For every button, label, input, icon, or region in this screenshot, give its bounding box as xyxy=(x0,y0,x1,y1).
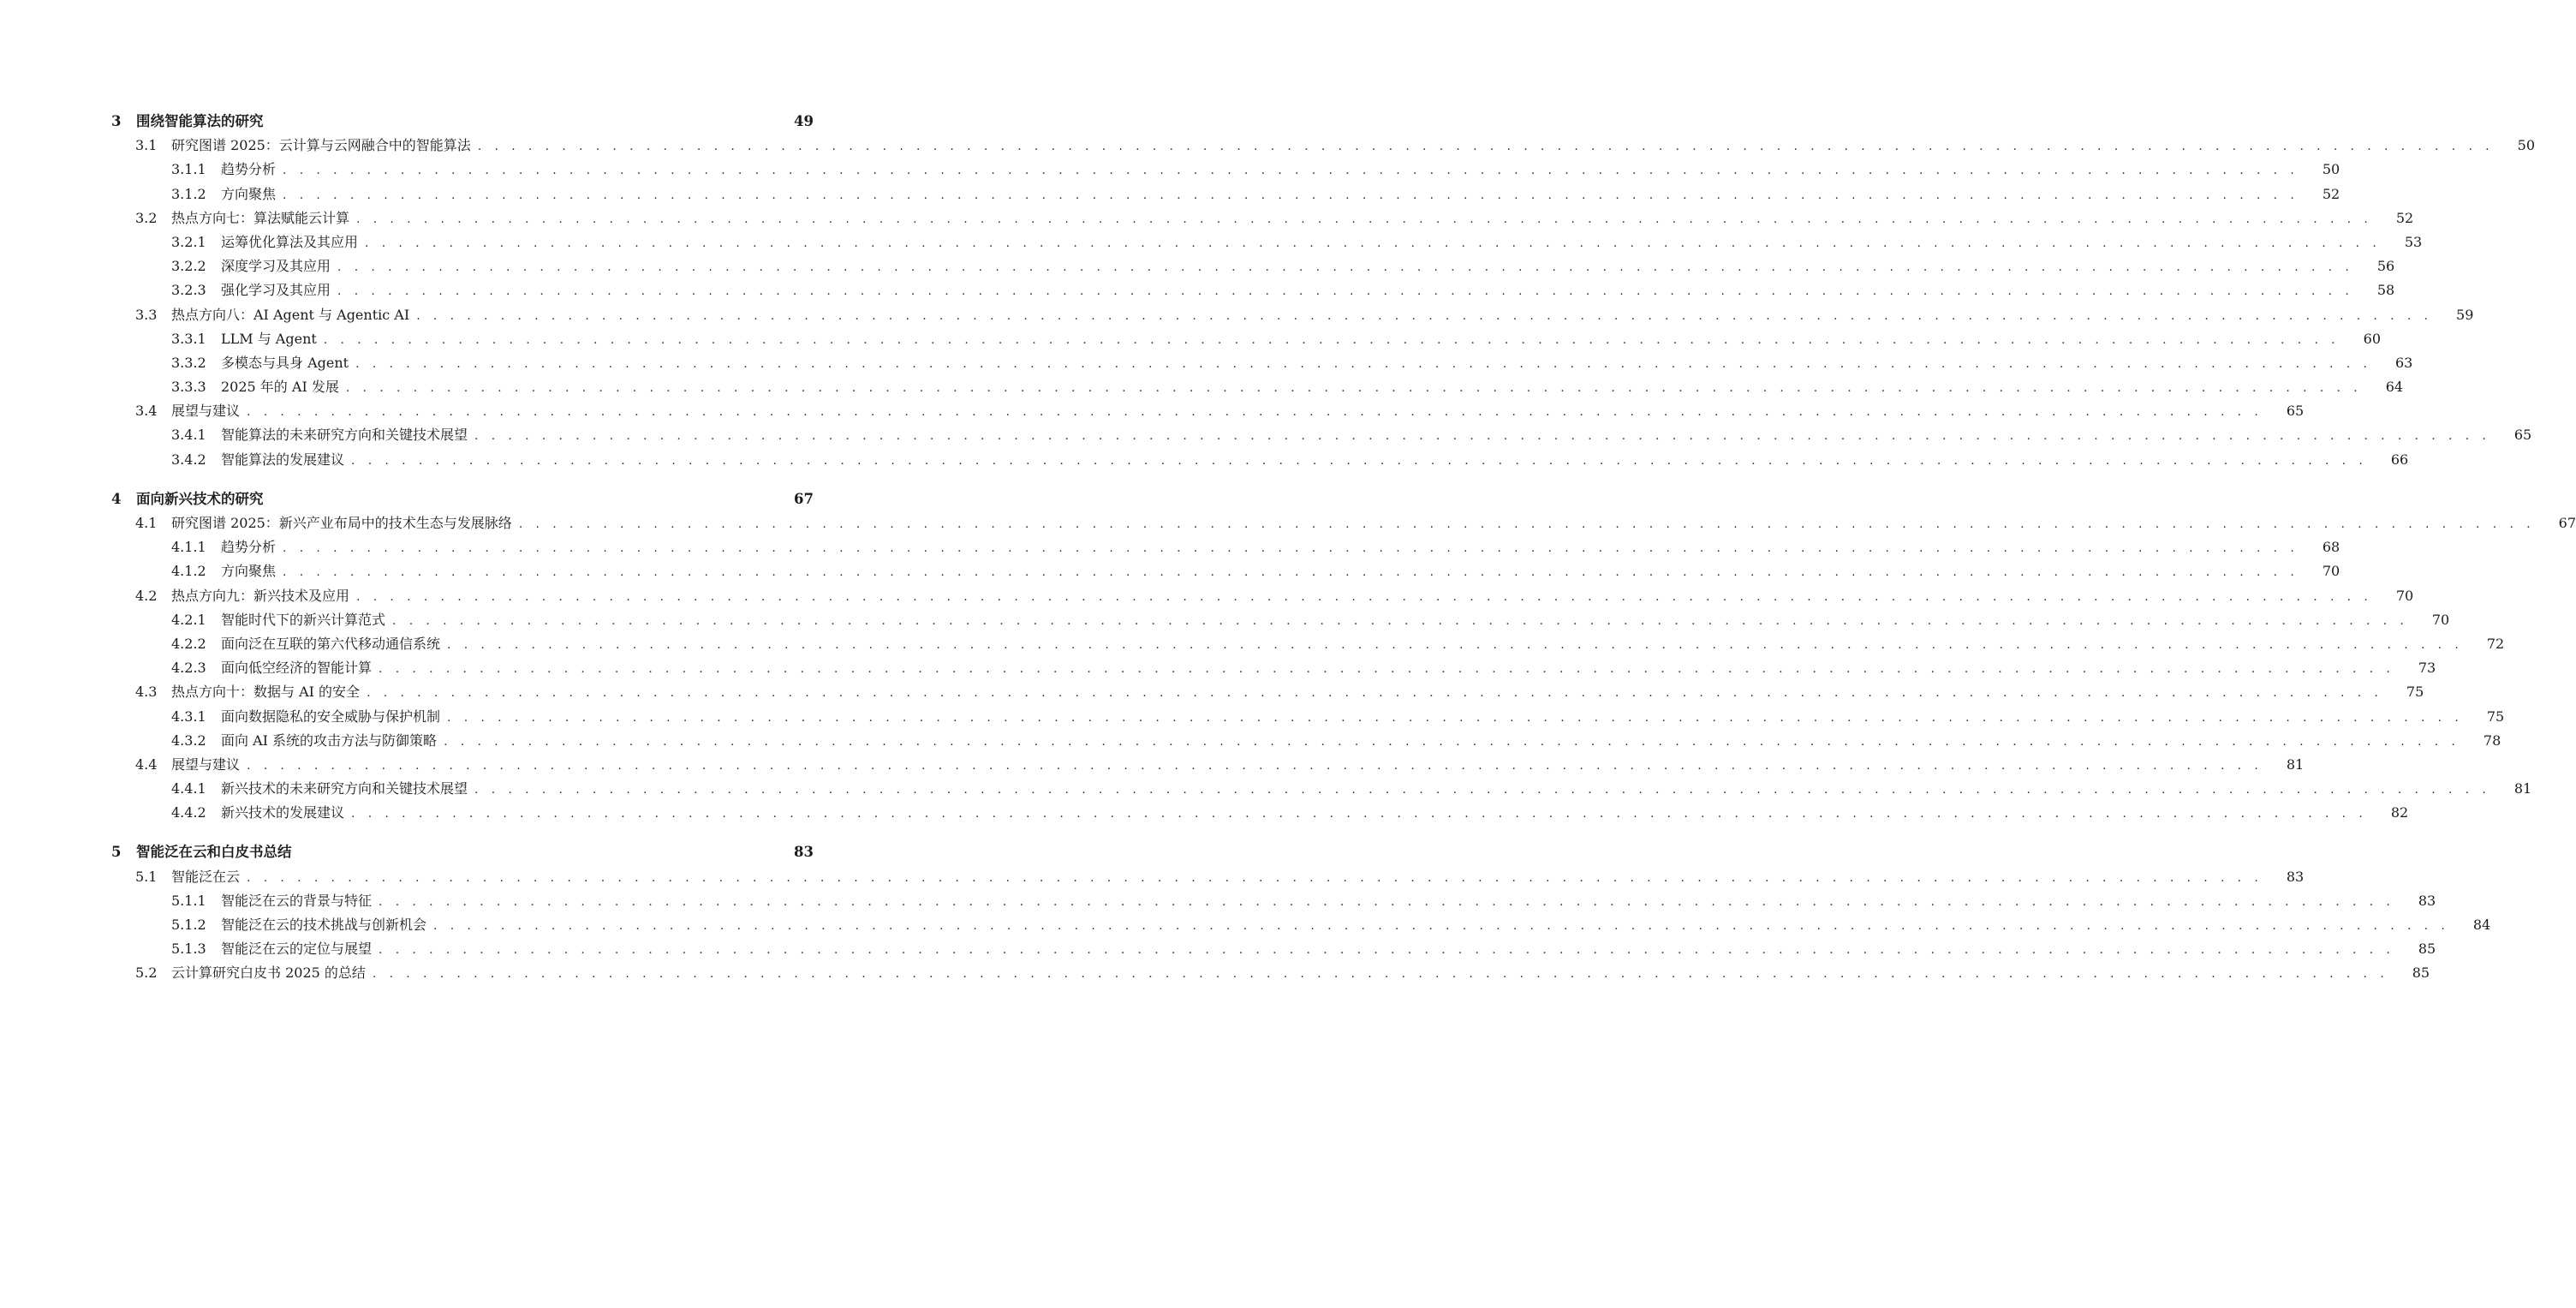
toc-subsection-entry[interactable] xyxy=(111,375,2404,399)
toc-subsection-entry[interactable] xyxy=(111,656,2436,680)
dot-leader: . . . . . . . . . . . . . . . . . . . . . . . . . . . . . . . . . . . . . . . . . . . . . . . . . . . . . . . . . . . . . . . . . . . . . . . . . . . . . . . . . . . . . . . . . . . . . . . . . . . . . . . . . . . . . . . . . . . . . . . . xyxy=(337,284,2354,299)
toc-subsection-entry[interactable] xyxy=(111,729,2501,753)
sec-number: 3.4 xyxy=(135,403,158,420)
sec-page-number: 52 xyxy=(2395,209,2414,226)
sub-page-number: 70 xyxy=(2322,563,2340,580)
dot-leader: . . . . . . . . . . . . . . . . . . . . . . . . . . . . . . . . . . . . . . . . . . . . . . . . . . . . . . . . . . . . . . . . . . . . . . . . . . . . . . . . . . . . . . . . . . . . . . . . . . . . . . . . . . . . . . . . . . . . . . . . xyxy=(351,453,2368,468)
toc-section-entry[interactable] xyxy=(111,511,2576,535)
chap-number: 3 xyxy=(111,113,122,129)
dot-leader: . . . . . . . . . . . . . . . . . . . . . . . . . . . . . . . . . . . . . . . . . . . . . . . . . . . . . . . . . . . . . . . . . . . . . . . . . . . . . . . . . . . . . . . . . . . . . . . . . . . . . . . . . . . . . . . . . . . . . . . . xyxy=(283,188,2299,202)
toc-subsection-entry[interactable] xyxy=(111,913,2491,937)
sub-page-number: 58 xyxy=(2376,282,2395,299)
sec-title: 展望与建议 xyxy=(171,399,247,423)
sec-number: 5.2 xyxy=(135,965,158,982)
sub-title: 方向聚焦 xyxy=(221,182,283,206)
sub-title: 智能泛在云的背景与特征 xyxy=(221,889,379,913)
dot-leader: . . . . . . . . . . . . . . . . . . . . . . . . . . . . . . . . . . . . . . . . . . . . . . . . . . . . . . . . . . . . . . . . . . . . . . . . . . . . . . . . . . . . . . . . . . . . . . . . . . . . . . . . . . . . . . . . . . . . . . . . xyxy=(283,541,2299,556)
sub-number: 4.1.1 xyxy=(171,539,206,556)
dot-leader: . . . . . . . . . . . . . . . . . . . . . . . . . . . . . . . . . . . . . . . . . . . . . . . . . . . . . . . . . . . . . . . . . . . . . . . . . . . . . . . . . . . . . . . . . . . . . . . . . . . . . . . . . . . . . . . . . . . . . . . . xyxy=(447,637,2464,652)
toc-subsection-entry[interactable] xyxy=(111,158,2340,182)
chap-number: 4 xyxy=(111,490,122,507)
dot-leader: . . . . . . . . . . . . . . . . . . . . . . . . . . . . . . . . . . . . . . . . . . . . . . . . . . . . . . . . . . . . . . . . . . . . . . . . . . . . . . . . . . . . . . . . . . . . . . . . . . . . . . . . . . . . . . . . . . . . . . . . xyxy=(351,807,2368,821)
sub-number: 3.2.1 xyxy=(171,233,206,250)
sec-title: 热点方向九：新兴技术及应用 xyxy=(171,584,356,608)
dot-leader: . . . . . . . . . . . . . . . . . . . . . . . . . . . . . . . . . . . . . . . . . . . . . . . . . . . . . . . . . . . . . . . . . . . . . . . . . . . . . . . . . . . . . . . . . . . . . . . . . . . . . . . . . . . . . . . . . . . . . . . . xyxy=(379,662,2395,677)
sub-page-number: 53 xyxy=(2404,233,2423,250)
sub-title: 智能泛在云的定位与展望 xyxy=(221,937,379,961)
sub-page-number: 72 xyxy=(2486,635,2505,652)
table-of-contents xyxy=(111,110,2576,1001)
sub-title: 趋势分析 xyxy=(221,158,283,182)
sub-number: 5.1.2 xyxy=(171,917,206,933)
sub-number: 4.4.2 xyxy=(171,804,206,821)
chap-title: 面向新兴技术的研究 xyxy=(136,487,271,511)
sub-page-number: 64 xyxy=(2385,379,2404,396)
sub-number: 3.3.2 xyxy=(171,354,206,371)
sub-number: 4.4.1 xyxy=(171,780,206,797)
sec-page-number: 65 xyxy=(2286,403,2305,420)
sub-page-number: 65 xyxy=(2513,427,2532,444)
sub-title: 强化学习及其应用 xyxy=(221,278,337,302)
sub-page-number: 60 xyxy=(2363,330,2382,347)
sub-title: 新兴技术的发展建议 xyxy=(221,801,351,825)
dot-leader: . . . . . . . . . . . . . . . . . . . . . . . . . . . . . . . . . . . . . . . . . . . . . . . . . . . . . . . . . . . . . . . . . . . . . . . . . . . . . . . . . . . . . . . . . . . . . . . . . . . . . . . . . . . . . . . . . . . . . . . . xyxy=(379,894,2395,909)
sub-title: 方向聚焦 xyxy=(221,559,283,583)
sec-number: 4.1 xyxy=(135,515,158,531)
toc-subsection-entry[interactable] xyxy=(111,423,2532,447)
sub-page-number: 68 xyxy=(2322,539,2340,556)
dot-leader: . . . . . . . . . . . . . . . . . . . . . . . . . . . . . . . . . . . . . . . . . . . . . . . . . . . . . . . . . . . . . . . . . . . . . . . . . . . . . . . . . . . . . . . . . . . . . . . . . . . . . . . . . . . . . . . . . . . . . . . . xyxy=(444,734,2460,749)
dot-leader: . . . . . . . . . . . . . . . . . . . . . . . . . . . . . . . . . . . . . . . . . . . . . . . . . . . . . . . . . . . . . . . . . . . . . . . . . . . . . . . . . . . . . . . . . . . . . . . . . . . . . . . . . . . . . . . . . . . . . . . . xyxy=(392,613,2409,628)
sub-page-number: 63 xyxy=(2394,354,2413,371)
sub-title: 新兴技术的未来研究方向和关键技术展望 xyxy=(221,777,474,801)
sec-title: 热点方向八：AI Agent 与 Agentic AI xyxy=(171,303,416,327)
chap-page-number: 67 xyxy=(794,490,814,507)
dot-leader: . . . . . . . . . . . . . . . . . . . . . . . . . . . . . . . . . . . . . . . . . . . . . . . . . . . . . . . . . . . . . . . . . . . . . . . . . . . . . . . . . . . . . . . . . . . . . . . . . . . . . . . . . . . . . . . . . . . . . . . . xyxy=(518,517,2536,531)
chap-page-number: 49 xyxy=(794,113,814,129)
sub-number: 3.4.2 xyxy=(171,451,206,468)
dot-leader: . . . . . . . . . . . . . . . . . . . . . . . . . . . . . . . . . . . . . . . . . . . . . . . . . . . . . . . . . . . . . . . . . . . . . . . . . . . . . . . . . . . . . . . . . . . . . . . . . . . . . . . . . . . . . . . . . . . . . . . . xyxy=(356,212,2373,226)
chap-number: 5 xyxy=(111,844,122,861)
dot-leader: . . . . . . . . . . . . . . . . . . . . . . . . . . . . . . . . . . . . . . . . . . . . . . . . . . . . . . . . . . . . . . . . . . . . . . . . . . . . . . . . . . . . . . . . . . . . . . . . . . . . . . . . . . . . . . . . . . . . . . . . xyxy=(433,919,2450,933)
sub-number: 5.1.3 xyxy=(171,941,206,958)
sub-title: 多模态与具身 Agent xyxy=(221,351,355,375)
sub-number: 3.3.3 xyxy=(171,379,206,396)
sec-title: 研究图谱 2025：云计算与云网融合中的智能算法 xyxy=(171,134,478,158)
sub-number: 4.1.2 xyxy=(171,563,206,580)
dot-leader: . . . . . . . . . . . . . . . . . . . . . . . . . . . . . . . . . . . . . . . . . . . . . . . . . . . . . . . . . . . . . . . . . . . . . . . . . . . . . . . . . . . . . . . . . . . . . . . . . . . . . . . . . . . . . . . . . . . . . . . . xyxy=(474,783,2491,797)
sec-page-number: 67 xyxy=(2558,515,2576,531)
sec-title: 研究图谱 2025：新兴产业布局中的技术生态与发展脉络 xyxy=(171,511,519,535)
sub-title: 深度学习及其应用 xyxy=(221,254,337,278)
dot-leader: . . . . . . . . . . . . . . . . . . . . . . . . . . . . . . . . . . . . . . . . . . . . . . . . . . . . . . . . . . . . . . . . . . . . . . . . . . . . . . . . . . . . . . . . . . . . . . . . . . . . . . . . . . . . . . . . . . . . . . . . xyxy=(379,943,2395,958)
sec-number: 5.1 xyxy=(135,868,158,885)
sub-page-number: 70 xyxy=(2431,611,2450,628)
toc-subsection-entry[interactable] xyxy=(111,254,2395,278)
toc-subsection-entry[interactable] xyxy=(111,559,2340,583)
dot-leader: . . . . . . . . . . . . . . . . . . . . . . . . . . . . . . . . . . . . . . . . . . . . . . . . . . . . . . . . . . . . . . . . . . . . . . . . . . . . . . . . . . . . . . . . . . . . . . . . . . . . . . . . . . . . . . . . . . . . . . . . xyxy=(474,429,2491,444)
sub-page-number: 75 xyxy=(2486,708,2505,725)
sub-title: 2025 年的 AI 发展 xyxy=(221,375,346,399)
sec-number: 3.2 xyxy=(135,209,158,226)
sub-number: 3.2.2 xyxy=(171,258,206,275)
sec-title: 热点方向十：数据与 AI 的安全 xyxy=(171,680,367,704)
toc-subsection-entry[interactable] xyxy=(111,535,2340,559)
toc-chapter-entry[interactable] xyxy=(111,110,814,134)
dot-leader: . . . . . . . . . . . . . . . . . . . . . . . . . . . . . . . . . . . . . . . . . . . . . . . . . . . . . . . . . . . . . . . . . . . . . . . . . . . . . . . . . . . . . . . . . . . . . . . . . . . . . . . . . . . . . . . . . . . . . . . . xyxy=(323,332,2340,347)
sec-page-number: 81 xyxy=(2286,756,2305,773)
toc-section-entry[interactable] xyxy=(111,680,2424,704)
dot-leader: . . . . . . . . . . . . . . . . . . . . . . . . . . . . . . . . . . . . . . . . . . . . . . . . . . . . . . . . . . . . . . . . . . . . . . . . . . . . . . . . . . . . . . . . . . . . . . . . . . . . . . . . . . . . . . . . . . . . . . . . xyxy=(372,967,2389,982)
sub-number: 4.2.2 xyxy=(171,635,206,652)
sub-title: 面向低空经济的智能计算 xyxy=(221,656,379,680)
sub-number: 3.3.1 xyxy=(171,330,206,347)
toc-section-entry[interactable] xyxy=(111,961,2430,985)
sub-title: 面向 AI 系统的攻击方法与防御策略 xyxy=(221,729,444,753)
sec-number: 4.4 xyxy=(135,756,158,773)
sec-title: 智能泛在云 xyxy=(171,865,247,889)
sec-number: 3.1 xyxy=(135,137,158,154)
sub-title: 智能时代下的新兴计算范式 xyxy=(221,608,392,632)
sub-page-number: 78 xyxy=(2483,732,2501,749)
sub-title: 运筹优化算法及其应用 xyxy=(221,230,365,254)
sub-page-number: 50 xyxy=(2322,161,2340,178)
toc-subsection-entry[interactable] xyxy=(111,448,2409,472)
sub-page-number: 83 xyxy=(2418,892,2436,909)
sec-page-number: 83 xyxy=(2286,868,2305,885)
dot-leader: . . . . . . . . . . . . . . . . . . . . . . . . . . . . . . . . . . . . . . . . . . . . . . . . . . . . . . . . . . . . . . . . . . . . . . . . . . . . . . . . . . . . . . . . . . . . . . . . . . . . . . . . . . . . . . . . . . . . . . . . xyxy=(416,308,2433,323)
sec-title: 热点方向七：算法赋能云计算 xyxy=(171,206,356,230)
sub-page-number: 66 xyxy=(2390,451,2409,468)
toc-section-entry[interactable] xyxy=(111,753,2305,777)
sub-page-number: 84 xyxy=(2472,917,2491,933)
toc-subsection-entry[interactable] xyxy=(111,608,2450,632)
toc-subsection-entry[interactable] xyxy=(111,182,2340,206)
sub-number: 4.3.1 xyxy=(171,708,206,725)
sec-number: 3.3 xyxy=(135,306,158,323)
sub-page-number: 81 xyxy=(2513,780,2532,797)
sub-number: 4.3.2 xyxy=(171,732,206,749)
sec-page-number: 59 xyxy=(2456,306,2474,323)
dot-leader: . . . . . . . . . . . . . . . . . . . . . . . . . . . . . . . . . . . . . . . . . . . . . . . . . . . . . . . . . . . . . . . . . . . . . . . . . . . . . . . . . . . . . . . . . . . . . . . . . . . . . . . . . . . . . . . . . . . . . . . . xyxy=(367,686,2383,701)
toc-chapter-entry[interactable] xyxy=(111,487,814,511)
sub-title: 面向泛在互联的第六代移动通信系统 xyxy=(221,632,447,656)
dot-leader: . . . . . . . . . . . . . . . . . . . . . . . . . . . . . . . . . . . . . . . . . . . . . . . . . . . . . . . . . . . . . . . . . . . . . . . . . . . . . . . . . . . . . . . . . . . . . . . . . . . . . . . . . . . . . . . . . . . . . . . . xyxy=(345,381,2363,396)
sub-number: 4.2.3 xyxy=(171,660,206,677)
sub-number: 3.1.2 xyxy=(171,185,206,202)
toc-chapter xyxy=(111,840,2491,985)
sec-title: 云计算研究白皮书 2025 的总结 xyxy=(171,961,373,985)
dot-leader: . . . . . . . . . . . . . . . . . . . . . . . . . . . . . . . . . . . . . . . . . . . . . . . . . . . . . . . . . . . . . . . . . . . . . . . . . . . . . . . . . . . . . . . . . . . . . . . . . . . . . . . . . . . . . . . . . . . . . . . . xyxy=(356,589,2373,604)
dot-leader: . . . . . . . . . . . . . . . . . . . . . . . . . . . . . . . . . . . . . . . . . . . . . . . . . . . . . . . . . . . . . . . . . . . . . . . . . . . . . . . . . . . . . . . . . . . . . . . . . . . . . . . . . . . . . . . . . . . . . . . . xyxy=(447,710,2464,725)
toc-subsection-entry[interactable] xyxy=(111,327,2382,351)
sub-number: 3.2.3 xyxy=(171,282,206,299)
sub-number: 3.1.1 xyxy=(171,161,206,178)
toc-subsection-entry[interactable] xyxy=(111,777,2532,801)
dot-leader: . . . . . . . . . . . . . . . . . . . . . . . . . . . . . . . . . . . . . . . . . . . . . . . . . . . . . . . . . . . . . . . . . . . . . . . . . . . . . . . . . . . . . . . . . . . . . . . . . . . . . . . . . . . . . . . . . . . . . . . . xyxy=(283,164,2299,178)
sub-page-number: 73 xyxy=(2418,660,2436,677)
dot-leader: . . . . . . . . . . . . . . . . . . . . . . . . . . . . . . . . . . . . . . . . . . . . . . . . . . . . . . . . . . . . . . . . . . . . . . . . . . . . . . . . . . . . . . . . . . . . . . . . . . . . . . . . . . . . . . . . . . . . . . . . xyxy=(247,870,2263,885)
toc-subsection-entry[interactable] xyxy=(111,351,2413,375)
dot-leader: . . . . . . . . . . . . . . . . . . . . . . . . . . . . . . . . . . . . . . . . . . . . . . . . . . . . . . . . . . . . . . . . . . . . . . . . . . . . . . . . . . . . . . . . . . . . . . . . . . . . . . . . . . . . . . . . . . . . . . . . xyxy=(283,565,2299,580)
sec-number: 4.2 xyxy=(135,587,158,604)
sub-title: 智能泛在云的技术挑战与创新机会 xyxy=(221,913,433,937)
chap-page-number: 83 xyxy=(794,844,814,861)
toc-subsection-entry[interactable] xyxy=(111,937,2436,961)
toc-subsection-entry[interactable] xyxy=(111,278,2395,302)
toc-chapter xyxy=(111,110,2536,472)
dot-leader: . . . . . . . . . . . . . . . . . . . . . . . . . . . . . . . . . . . . . . . . . . . . . . . . . . . . . . . . . . . . . . . . . . . . . . . . . . . . . . . . . . . . . . . . . . . . . . . . . . . . . . . . . . . . . . . . . . . . . . . . xyxy=(477,140,2495,154)
sub-page-number: 52 xyxy=(2322,185,2340,202)
sec-page-number: 85 xyxy=(2412,965,2430,982)
toc-section-entry[interactable] xyxy=(111,399,2305,423)
sec-page-number: 75 xyxy=(2406,684,2424,701)
toc-section-entry[interactable] xyxy=(111,134,2536,158)
dot-leader: . . . . . . . . . . . . . . . . . . . . . . . . . . . . . . . . . . . . . . . . . . . . . . . . . . . . . . . . . . . . . . . . . . . . . . . . . . . . . . . . . . . . . . . . . . . . . . . . . . . . . . . . . . . . . . . . . . . . . . . . xyxy=(337,260,2354,275)
sub-title: 智能算法的发展建议 xyxy=(221,448,351,472)
toc-subsection-entry[interactable] xyxy=(111,889,2436,913)
toc-subsection-entry[interactable] xyxy=(111,230,2423,254)
toc-subsection-entry[interactable] xyxy=(111,801,2409,825)
sub-title: 趋势分析 xyxy=(221,535,283,559)
toc-subsection-entry[interactable] xyxy=(111,632,2505,656)
sub-title: 面向数据隐私的安全威胁与保护机制 xyxy=(221,705,447,729)
sec-page-number: 70 xyxy=(2395,587,2414,604)
toc-section-entry[interactable] xyxy=(111,206,2414,230)
sub-page-number: 85 xyxy=(2418,941,2436,958)
sub-page-number: 82 xyxy=(2390,804,2409,821)
dot-leader: . . . . . . . . . . . . . . . . . . . . . . . . . . . . . . . . . . . . . . . . . . . . . . . . . . . . . . . . . . . . . . . . . . . . . . . . . . . . . . . . . . . . . . . . . . . . . . . . . . . . . . . . . . . . . . . . . . . . . . . . xyxy=(365,236,2382,250)
sec-title: 展望与建议 xyxy=(171,753,247,777)
toc-chapter-entry[interactable] xyxy=(111,840,814,864)
chap-title: 围绕智能算法的研究 xyxy=(136,110,271,134)
chap-title: 智能泛在云和白皮书总结 xyxy=(136,840,299,864)
sub-title: LLM 与 Agent xyxy=(221,327,324,351)
sec-page-number: 50 xyxy=(2517,137,2536,154)
sub-number: 3.4.1 xyxy=(171,427,206,444)
dot-leader: . . . . . . . . . . . . . . . . . . . . . . . . . . . . . . . . . . . . . . . . . . . . . . . . . . . . . . . . . . . . . . . . . . . . . . . . . . . . . . . . . . . . . . . . . . . . . . . . . . . . . . . . . . . . . . . . . . . . . . . . xyxy=(247,405,2263,420)
toc-section-entry[interactable] xyxy=(111,584,2414,608)
sec-number: 4.3 xyxy=(135,684,158,701)
toc-chapter xyxy=(111,487,2576,826)
dot-leader: . . . . . . . . . . . . . . . . . . . . . . . . . . . . . . . . . . . . . . . . . . . . . . . . . . . . . . . . . . . . . . . . . . . . . . . . . . . . . . . . . . . . . . . . . . . . . . . . . . . . . . . . . . . . . . . . . . . . . . . . xyxy=(247,758,2263,773)
dot-leader: . . . . . . . . . . . . . . . . . . . . . . . . . . . . . . . . . . . . . . . . . . . . . . . . . . . . . . . . . . . . . . . . . . . . . . . . . . . . . . . . . . . . . . . . . . . . . . . . . . . . . . . . . . . . . . . . . . . . . . . . xyxy=(355,356,2372,371)
toc-section-entry[interactable] xyxy=(111,303,2474,327)
sub-number: 4.2.1 xyxy=(171,611,206,628)
toc-subsection-entry[interactable] xyxy=(111,705,2505,729)
sub-title: 智能算法的未来研究方向和关键技术展望 xyxy=(221,423,474,447)
toc-section-entry[interactable] xyxy=(111,865,2305,889)
sub-number: 5.1.1 xyxy=(171,892,206,909)
sub-page-number: 56 xyxy=(2376,258,2395,275)
